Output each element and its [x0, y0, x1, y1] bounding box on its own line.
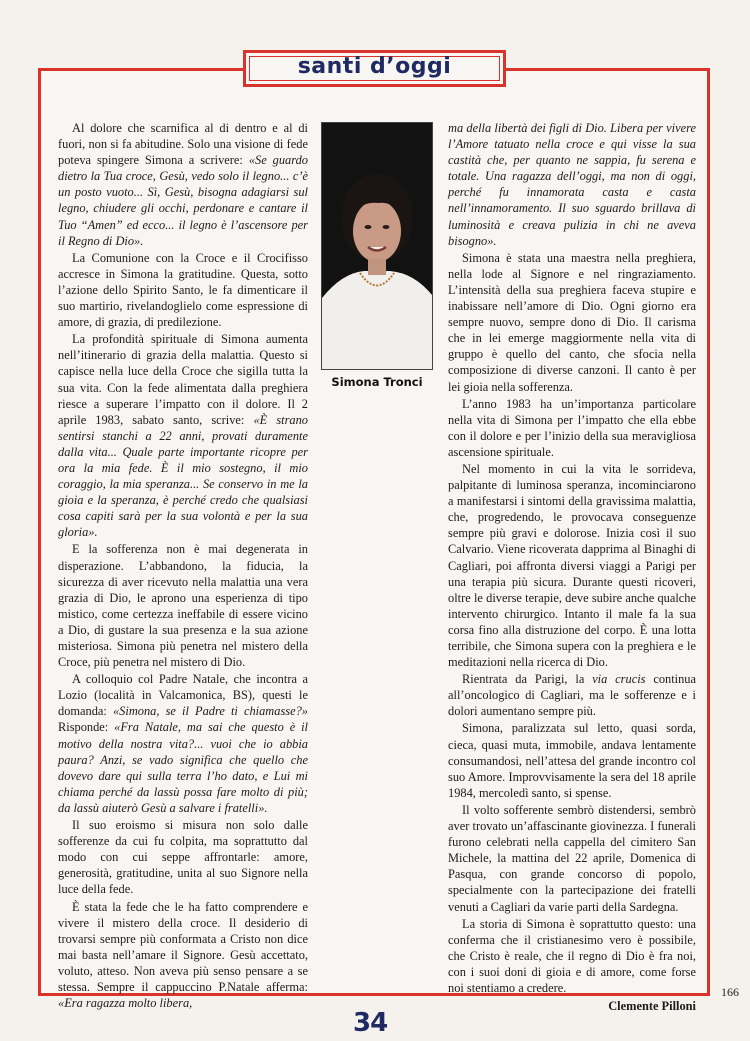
portrait-image: [322, 123, 432, 369]
side-page-number: 166: [721, 985, 739, 999]
paragraph: ma della libertà dei figli di Dio. Libera per vivere l’Amore tatuato nella croce e qui visse la sua castità che, per quanto ne sappia, fu serena e totale. Una ragazza dell’oggi, ma non di oggi, perché fu innamorata casta e casta nell’innamoramento. Il suo sguardo brillava di luminosità e creava pulizia in chi ne aveva bisogno».: [448, 121, 696, 248]
paragraph: A colloquio col Padre Natale, che incontra a Lozio (località in Valcamonica, BS), questi le domanda: «Simona, se il Padre ti chiamasse?» Risponde: «Fra Natale, ma sai che questo è il motivo della nostra vita?... vuoi che io abbia paura? Anzi, se vado significa che quello che dovevo dare qui sulla terra l’ho dato, e Lui mi chiama perché da lassù possa fare molto di più; da lassù aiuterò Gesù a salvare i fratelli».: [58, 672, 308, 815]
text-column-left: [58, 120, 308, 1011]
paragraph: La profondità spirituale di Simona aumenta nell’itinerario di grazia della malattia. Questo si capisce nella luce della Croce che sigilla tutta la sua vita. Con la fede alimentata dalla preghiera riesce a superare l’impatto con il dolore. Il 2 aprile 1983, sabato santo, scrive: «È strano sentirsi stanchi a 22 anni, provati duramente dalla vita... Quale parte importante ricopre per ora la mia fede. È il mio sostegno, il mio coraggio, la mia speranza... Se conservo in me la gioia e la speranza, è perché credo che qualsiasi cosa capiti sarà per la sua volontà e per la sua gloria».: [58, 332, 308, 540]
section-title: santi d’oggi: [297, 54, 452, 79]
text-column-right: [448, 120, 696, 1014]
paragraph: È stata la fede che le ha fatto comprendere e vivere il mistero della croce. Il desiderio di trovarsi sempre più conformata a Cristo non dice mai basta nell’amare il Signore. Gesù accettato, voluto, atteso. Non aveva più senso pensare a se stessa. Sempre il cappuccino P.Natale afferma: «Era ragazza molto libera,: [58, 899, 308, 1011]
paragraph: La storia di Simona è soprattutto questo: una conferma che il cristianesimo vero è possibile, che Cristo è reale, che il regno di Dio è fra noi, con i suoi doni di gioia e di amore, come forse noi stentiamo a credere.: [448, 916, 696, 995]
paragraph: Rientrata da Parigi, la via crucis continua all’oncologico di Cagliari, ma le sofferenze e i dolori aumentano sempre più.: [448, 672, 696, 719]
paragraph: Simona, paralizzata sul letto, quasi sorda, cieca, quasi muta, immobile, andava lentamente consumandosi, nell’attesa del grande incontro col suo Amore. Improvvisamente la sera del 18 aprile 1984, mercoledì santo, si spense.: [448, 721, 696, 800]
paragraph: Simona è stata una maestra nella preghiera, nella lode al Signore e nel ringraziamento. L’intensità della sua preghiera faceva stupire e inabissare nell’amore di Dio. Ogni giorno era sempre nuovo, sempre dono di Dio. Il carisma che in lei emerge maggiormente nella vita di gruppo è quello del canto, che sfocia nella composizione di diverse canzoni. Il canto è per lei gioia nella sofferenza.: [448, 250, 696, 394]
paragraph: L’anno 1983 ha un’importanza particolare nella vita di Simona per l’impatto che ella ebbe con il dolore e per l’inizio della sua meravigliosa ascensione spirituale.: [448, 396, 696, 459]
paragraph: La Comunione con la Croce e il Crocifisso accresce in Simona la gratitudine. Questa, sotto l’azione dello Spirito Santo, le fa dimenticare il suo martirio, rivelandoglielo come espressione di amore, di grazia, di predilezione.: [58, 250, 308, 330]
paragraph: E la sofferenza non è mai degenerata in disperazione. L’abbandono, la fiducia, la sicurezza di aver ricevuto nella malattia una vera grazia di Dio, le aprono una esperienza di tipo mistico, come certezza ineffabile di essere vicino a Dio, di gustare la sua presenza e la sua azione misteriosa. Simona più penetra nel mistero della Croce, più penetra nel mistero di Dio.: [58, 542, 308, 670]
photo-caption: Simona Tronci: [331, 375, 423, 389]
paragraph: Il suo eroismo si misura non solo dalle sofferenze da cui fu colpita, ma soprattutto dal modo con cui seppe affrontarle: amore, generosità, gratitudine, unita al suo Signore nella luce della fede.: [58, 818, 308, 897]
section-header: [243, 50, 506, 87]
paragraph: Il volto sofferente sembrò distendersi, sembrò aver trovato un’affascinante giovinezza. I funerali furono celebrati nella cappella del cimitero San Michele, la mattina del 22 aprile, Domenica di Pasqua, con grande concorso di popolo, specialmente con la partecipazione dei fratelli venuti a Cagliari da varie parti della Sardegna.: [448, 802, 696, 914]
page-number: 34: [353, 1008, 388, 1038]
author-signature: Clemente Pilloni: [608, 999, 696, 1014]
paragraph: Al dolore che scarnifica al di dentro e al di fuori, non si fa abitudine. Solo una visione di fede poteva spingere Simona a scrivere: «Se guardo dietro la Tua croce, Gesù, vedo solo il legno... c’è un posto vuoto... Sì, Gesù, bisogna adagiarsi sul legno, chiudere gli occhi, perdonare e cantare il Tuo “Amen” ed ecco... il legno è l’ascensore per il Regno di Dio».: [58, 121, 308, 248]
portrait-photo: [321, 122, 433, 370]
paragraph: Nel momento in cui la vita le sorrideva, palpitante di luminosa speranza, incominciarono a manifestarsi i sintomi della gravissima malattia, che, progredendo, le provocava conseguenze sempre più gravi e dolorose. Inizia così il suo Calvario. Viene ricoverata dapprima al Binaghi di Cagliari, poi affronta diversi viaggi a Parigi per una terapia più sicura. Durante questi ricoveri, oltre le diverse terapie, deve subire anche qualche intervento chirurgico. Intanto il male fa la sua corsa fino alla distruzione del corpo. È una lotta terribile, che Simona supera con la preghiera e le meditazioni nella ricerca di Dio.: [448, 461, 696, 670]
